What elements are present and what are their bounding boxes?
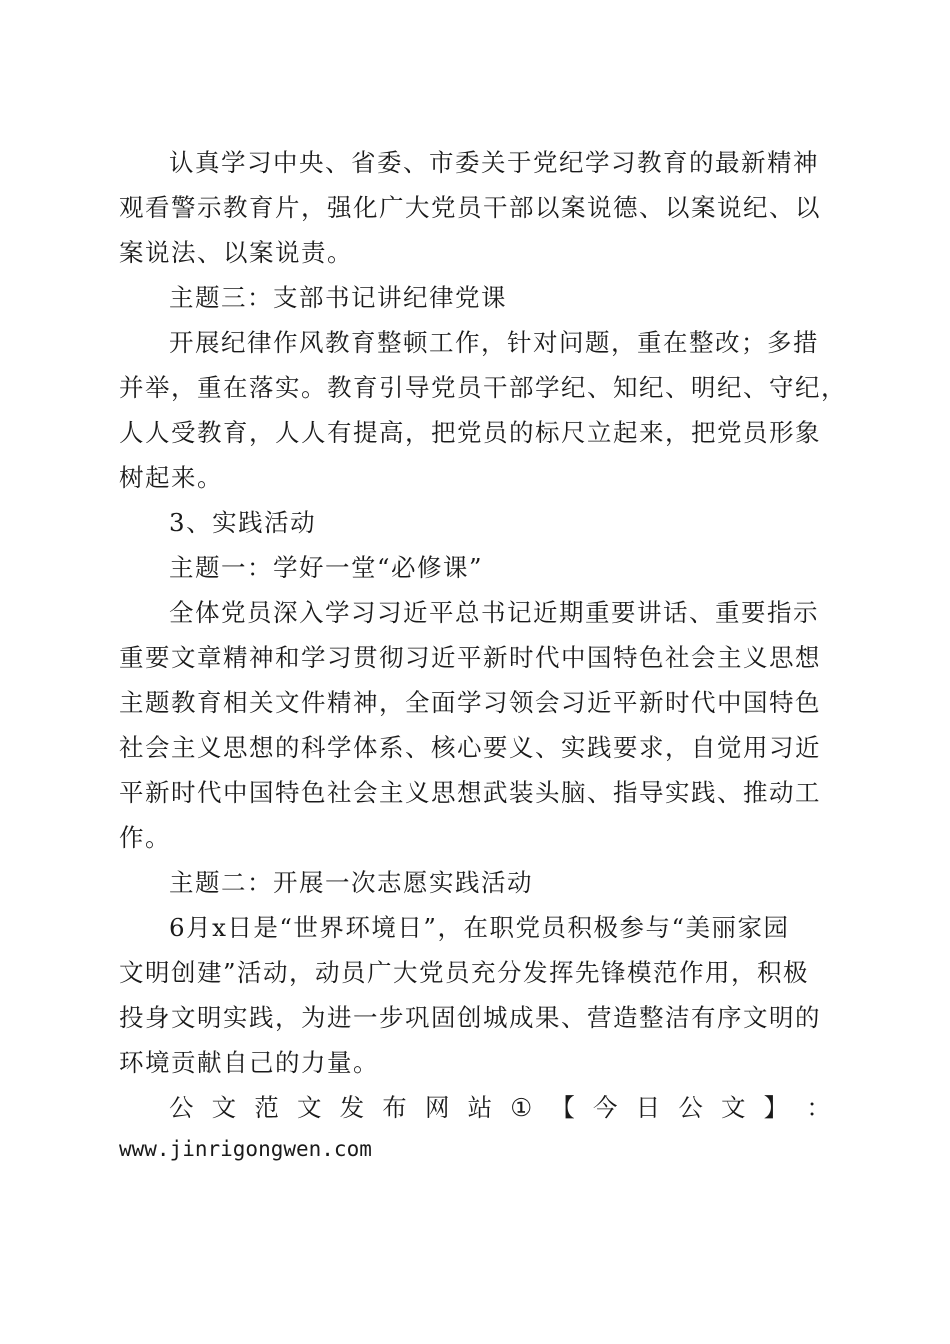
section-heading-practice: 3、实践活动 — [169, 508, 317, 537]
paragraph-4-line-1: 6月x日是“世界环境日”，在职党员积极参与“美丽家园 — [169, 913, 790, 942]
paragraph-2-line-3: 人人受教育，人人有提高，把党员的标尺立起来，把党员形象 — [119, 418, 821, 447]
paragraph-3-line-2: 重要文章精神和学习贯彻习近平新时代中国特色社会主义思想 — [119, 643, 821, 672]
footer-char: 公 — [169, 1093, 194, 1122]
paragraph-4-line-4: 环境贡献自己的力量。 — [119, 1048, 379, 1077]
footer-char: 今 — [593, 1093, 618, 1122]
footer-char: 公 — [678, 1093, 703, 1122]
paragraph-1-line-3: 案说法、以案说责。 — [119, 238, 353, 267]
paragraph-1-line-1: 认真学习中央、省委、市委关于党纪学习教育的最新精神 — [169, 148, 819, 177]
footer-char: 文 — [721, 1093, 746, 1122]
paragraph-2-line-2: 并举，重在落实。教育引导党员干部学纪、知纪、明纪、守纪， — [119, 373, 847, 402]
paragraph-3-line-6: 作。 — [119, 823, 171, 852]
heading-theme-two: 主题二：开展一次志愿实践活动 — [169, 868, 533, 897]
heading-theme-three: 主题三：支部书记讲纪律党课 — [169, 283, 507, 312]
paragraph-2-line-4: 树起来。 — [119, 463, 223, 492]
footer-char: ① — [510, 1093, 533, 1122]
footer-char: 范 — [254, 1093, 279, 1122]
paragraph-3-line-3: 主题教育相关文件精神，全面学习领会习近平新时代中国特色 — [119, 688, 821, 717]
footer-site-url: www.jinrigongwen.com — [119, 1137, 372, 1161]
paragraph-3-line-5: 平新时代中国特色社会主义思想武装头脑、指导实践、推动工 — [119, 778, 821, 807]
footer-char: 【 — [550, 1093, 575, 1122]
footer-site-notice — [169, 1093, 831, 1123]
footer-char: 文 — [211, 1093, 237, 1122]
footer-char: 布 — [382, 1093, 407, 1122]
paragraph-2-line-1: 开展纪律作风教育整顿工作，针对问题，重在整改；多措 — [169, 328, 819, 357]
paragraph-3-line-4: 社会主义思想的科学体系、核心要义、实践要求，自觉用习近 — [119, 733, 821, 762]
footer-char: 网 — [424, 1093, 450, 1122]
paragraph-1-line-2: 观看警示教育片，强化广大党员干部以案说德、以案说纪、以 — [119, 193, 821, 222]
footer-char: 】 — [763, 1093, 789, 1122]
footer-char: 发 — [339, 1093, 365, 1122]
paragraph-3-line-1: 全体党员深入学习习近平总书记近期重要讲话、重要指示 — [169, 598, 819, 627]
footer-char: 日 — [635, 1093, 661, 1122]
footer-char: 站 — [467, 1093, 493, 1122]
footer-char: ： — [806, 1093, 831, 1122]
footer-char: 文 — [296, 1093, 322, 1122]
paragraph-4-line-3: 投身文明实践，为进一步巩固创城成果、营造整洁有序文明的 — [119, 1003, 821, 1032]
paragraph-4-line-2: 文明创建”活动，动员广大党员充分发挥先锋模范作用，积极 — [119, 958, 810, 987]
heading-theme-one: 主题一：学好一堂“必修课” — [169, 553, 484, 582]
